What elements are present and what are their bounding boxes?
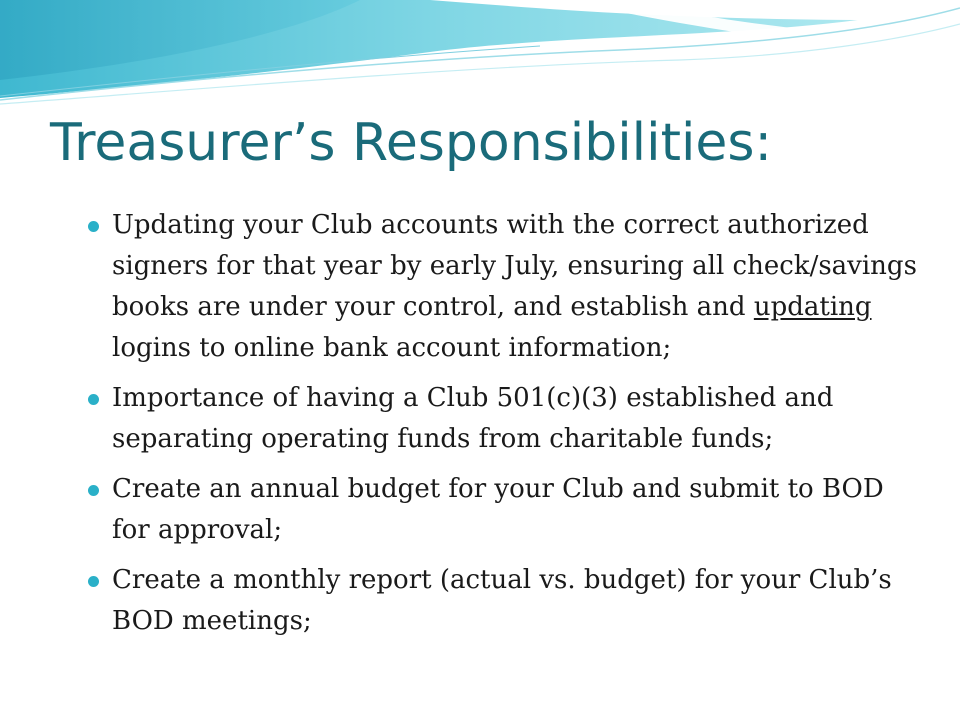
slide-title: Treasurer’s Responsibilities:: [50, 113, 773, 173]
bullet-text-part: logins to online bank account information;: [112, 333, 672, 363]
bullet-dot-icon: [88, 485, 99, 496]
bullet-list: [88, 205, 928, 651]
list-item: [88, 205, 928, 369]
list-item: [88, 560, 928, 642]
bullet-text-part: Updating your Club accounts with the correct authorized signers for that year by early July, ensuring all check/savings books are under your control, and establish and: [112, 210, 917, 322]
bullet-dot-icon: [88, 576, 99, 587]
list-item: [88, 378, 928, 460]
bullet-text: Create an annual budget for your Club and submit to BOD for approval;: [112, 474, 884, 545]
bullet-text: Create a monthly report (actual vs. budget) for your Club’s BOD meetings;: [112, 565, 892, 636]
bullet-dot-icon: [88, 394, 99, 405]
list-item: [88, 469, 928, 551]
underlined-text: updating: [753, 292, 872, 322]
bullet-dot-icon: [88, 221, 99, 232]
bullet-text: Importance of having a Club 501(c)(3) established and separating operating funds from charitable funds;: [112, 383, 834, 454]
wave-banner-decoration: [0, 0, 960, 120]
